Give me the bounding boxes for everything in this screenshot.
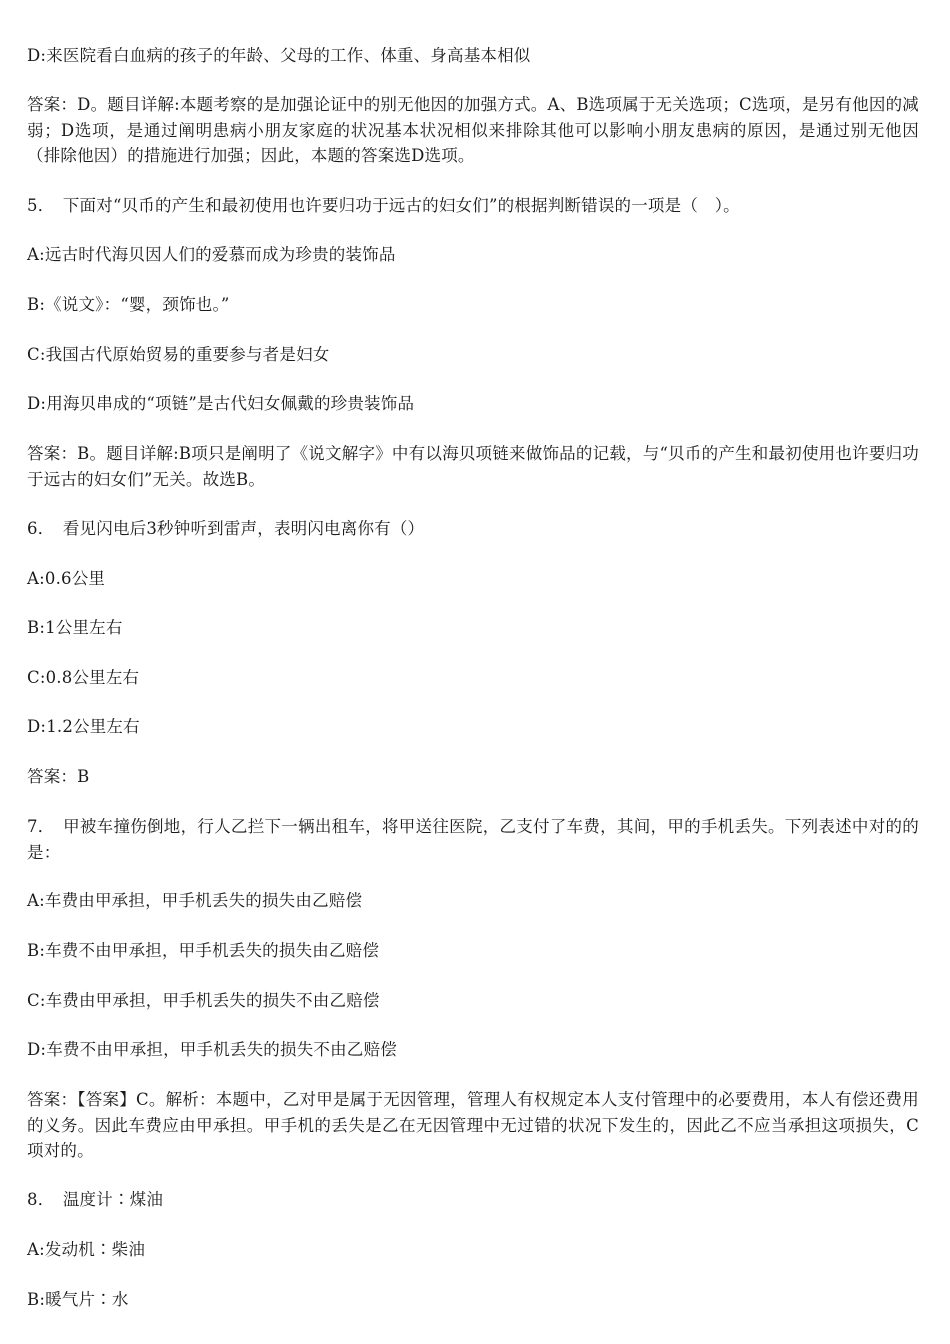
q4-answer: 答案：D。题目详解:本题考察的是加强论证中的别无他因的加强方式。A、B选项属于无关选项；C选项，是另有他因的减弱；D选项，是通过阐明患病小朋友家庭的状况基本状况相似来排除其他可以影响小朋友患病的原因，是通过别无他因（排除他因）的措施进行加强；因此，本题的答案选D选项。: [27, 95, 919, 165]
q8-option-b: B:暖气片∶水: [27, 1290, 129, 1309]
q5-option-c: C:我国古代原始贸易的重要参与者是妇女: [27, 345, 330, 364]
q5-option-b: B:《说文》：“婴，颈饰也。”: [27, 295, 230, 314]
q5-answer: 答案：B。题目详解:B项只是阐明了《说文解字》中有以海贝项链来做饰品的记载，与“贝币的产生和最初使用也许要归功于远古的妇女们”无关。故选B。: [27, 444, 919, 489]
q5-option-a: A:远古时代海贝因人们的爱慕而成为珍贵的装饰品: [27, 245, 396, 264]
q8-question: 8． 温度计∶煤油: [27, 1190, 164, 1209]
q7-answer: 答案：【答案】C。解析：本题中，乙对甲是属于无因管理，管理人有权规定本人支付管理中的必要费用，本人有偿还费用的义务。因此车费应由甲承担。甲手机的丢失是乙在无因管理中无过错的状况下发生的，因此乙不应当承担这项损失，C项对的。: [27, 1090, 919, 1160]
q7-option-d: D:车费不由甲承担，甲手机丢失的损失不由乙赔偿: [27, 1040, 397, 1059]
q4-option-d: D:来医院看白血病的孩子的年龄、父母的工作、体重、身高基本相似: [27, 46, 531, 65]
q7-option-b: B:车费不由甲承担，甲手机丢失的损失由乙赔偿: [27, 941, 380, 960]
q5-option-d: D:用海贝串成的“项链”是古代妇女佩戴的珍贵装饰品: [27, 394, 415, 413]
q6-answer: 答案：B: [27, 767, 90, 786]
q7-question: 7． 甲被车撞伤倒地，行人乙拦下一辆出租车，将甲送往医院，乙支付了车费，其间，甲的手机丢失。下列表述中对的的是：: [27, 817, 919, 862]
q7-option-a: A:车费由甲承担，甲手机丢失的损失由乙赔偿: [27, 891, 363, 910]
q5-question: 5． 下面对“贝币的产生和最初使用也许要归功于远古的妇女们”的根据判断错误的一项是（ ）。: [27, 196, 740, 215]
q8-option-a: A:发动机∶柴油: [27, 1240, 146, 1259]
q6-question: 6． 看见闪电后3秒钟听到雷声，表明闪电离你有（）: [27, 519, 425, 538]
q6-option-a: A:0.6公里: [27, 569, 106, 588]
q6-option-d: D:1.2公里左右: [27, 717, 140, 736]
q7-option-c: C:车费由甲承担，甲手机丢失的损失不由乙赔偿: [27, 991, 380, 1010]
q6-option-b: B:1公里左右: [27, 618, 123, 637]
q6-option-c: C:0.8公里左右: [27, 668, 140, 687]
